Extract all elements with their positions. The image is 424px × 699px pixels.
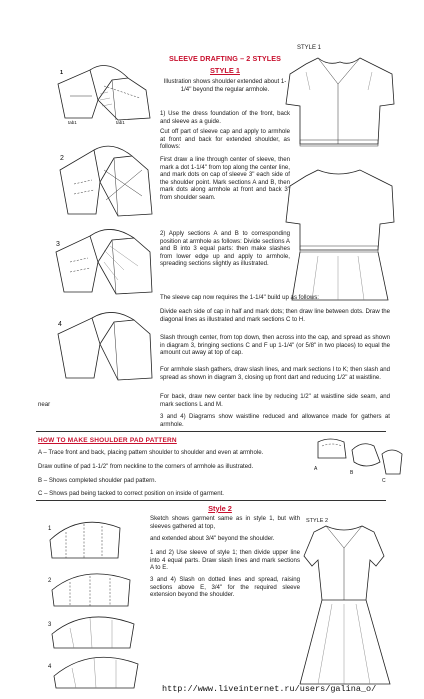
style2-diagram-number-1: 1 [48,526,52,532]
diagram-1-bodice-sleeve [58,66,150,121]
style2-sketch-label: STYLE 2 [306,518,329,524]
style1-paragraph-6: Divide each side of cap in half and mark dots; then draw line between dots. Draw the diagonal lines as illustrated and mark sections C to H. [160,308,390,323]
style1-near-label: near [38,401,51,408]
style2-sleeve-diagram-4 [54,657,138,688]
pad-label-b: B [350,470,354,476]
style2-diagram-number-2: 2 [48,578,52,584]
style1-paragraph-8: For armhole slash gathers, draw slash lines, and mark sections I to K; then slash and spread as shown in diagram 3, closing up front dart and reducing 1/2" at waistline. [160,366,390,381]
diagram-3-spread-pattern [56,229,152,294]
shoulder-pad-diagram-c [382,450,402,474]
style2-sleeve-diagram-3 [52,617,134,648]
diagram-1-number: 1 [60,70,64,76]
shoulder-pad-step-b: B – Shows completed shoulder pad pattern. [38,477,157,484]
style2-heading: Style 2 [208,504,232,513]
style1-blouse-front-sketch [286,58,394,146]
style1-intro: Illustration shows shoulder extended about 1-1/4" beyond the regular armhole. [163,78,287,93]
style2-paragraph-4: 3 and 4) Slash on dotted lines and spread, raising sections above E, 3/4" for the required sleeve extension beyond the shoulder. [150,576,300,599]
shoulder-pad-diagram-b [352,444,380,466]
style2-dress-sketch [300,526,390,684]
diagram-1-tab-label-1: tab1 [68,120,77,125]
diagram-2-slashed-pattern [60,146,152,216]
style2-sleeve-diagram-1 [50,522,120,558]
source-url[interactable]: http://www.liveinternet.ru/users/galina_o/ [162,684,377,694]
style2-paragraph-1: Sketch shows garment same as in style 1, but with sleeves gathered at top, [150,515,300,530]
diagram-4-final-pattern [58,312,152,380]
style1-sketch-label: STYLE 1 [297,45,322,51]
style1-dress-back-sketch [286,170,394,300]
style1-paragraph-7: Slash through center, from top down, then across into the cap, and spread as shown in diagram 3, bringing sections C and F up 1-1/4" (or 5/8" in two places) to equal the amount cut away at top of cap. [160,334,390,357]
diagram-4-number: 4 [58,321,62,328]
shoulder-pad-step-c: C – Shows pad being tacked to correct position on inside of garment. [38,490,224,497]
style1-paragraph-2: Cut off part of sleeve cap and apply to armhole at front and back for extended shoulder, as follows: [160,128,290,151]
style1-paragraph-5: The sleeve cap now requires the 1-1/4" build up as follows: [160,294,319,301]
style1-paragraph-4: 2) Apply sections A and B to corresponding position at armhole as follows: Divide sections A and B into 3 equal parts: then make slashes from lower edge up and apply to armhole, spreading sections slightly as illustrated. [160,230,290,268]
shoulder-pad-step-a: A – Trace front and back, placing pattern shoulder to shoulder and even at armhole. [38,449,264,456]
style2-paragraph-3: 1 and 2) Use sleeve of style 1; then divide upper line into 4 equal parts. Draw slash lines and mark sections A to E. [150,549,300,572]
style2-diagram-number-4: 4 [48,664,52,670]
style2-sleeve-diagram-2 [52,574,130,606]
shoulder-pad-heading: HOW TO MAKE SHOULDER PAD PATTERN [38,437,177,444]
pad-label-a: A [314,466,318,472]
diagram-1-tab-label-2: tab1 [116,120,125,125]
shoulder-pad-diagram-a [318,439,346,458]
diagram-2-number: 2 [60,155,64,162]
shoulder-pad-draw: Draw outline of pad 1-1/2" from neckline to the corners of armhole as illustrated. [38,463,254,470]
style1-paragraph-1: 1) Use the dress foundation of the front, back and sleeve as a guide. [160,110,290,125]
page-title: SLEEVE DRAFTING – 2 STYLES [168,54,282,63]
diagram-3-number: 3 [56,241,60,248]
pad-label-c: C [382,478,386,484]
style1-heading: STYLE 1 [210,66,240,75]
style2-diagram-number-3: 3 [48,622,52,628]
style2-paragraph-2: and extended about 3/4" beyond the shoulder. [150,535,275,542]
style1-paragraph-3: First draw a line through center of sleeve, then mark a dot 1-1/4" from top along the center line, and mark dots on cap of sleeve 3" each side of the shoulder point. Mark sections A and B, then mark dots along armhole at front and back 3" from shoulder seam. [160,156,290,201]
style1-paragraph-10: 3 and 4) Diagrams show waistline reduced and allowance made for gathers at armhole. [160,413,390,428]
style1-paragraph-9: For back, draw new center back line by reducing 1/2" at waistline side seam, and mark sections L and M. [160,393,390,408]
